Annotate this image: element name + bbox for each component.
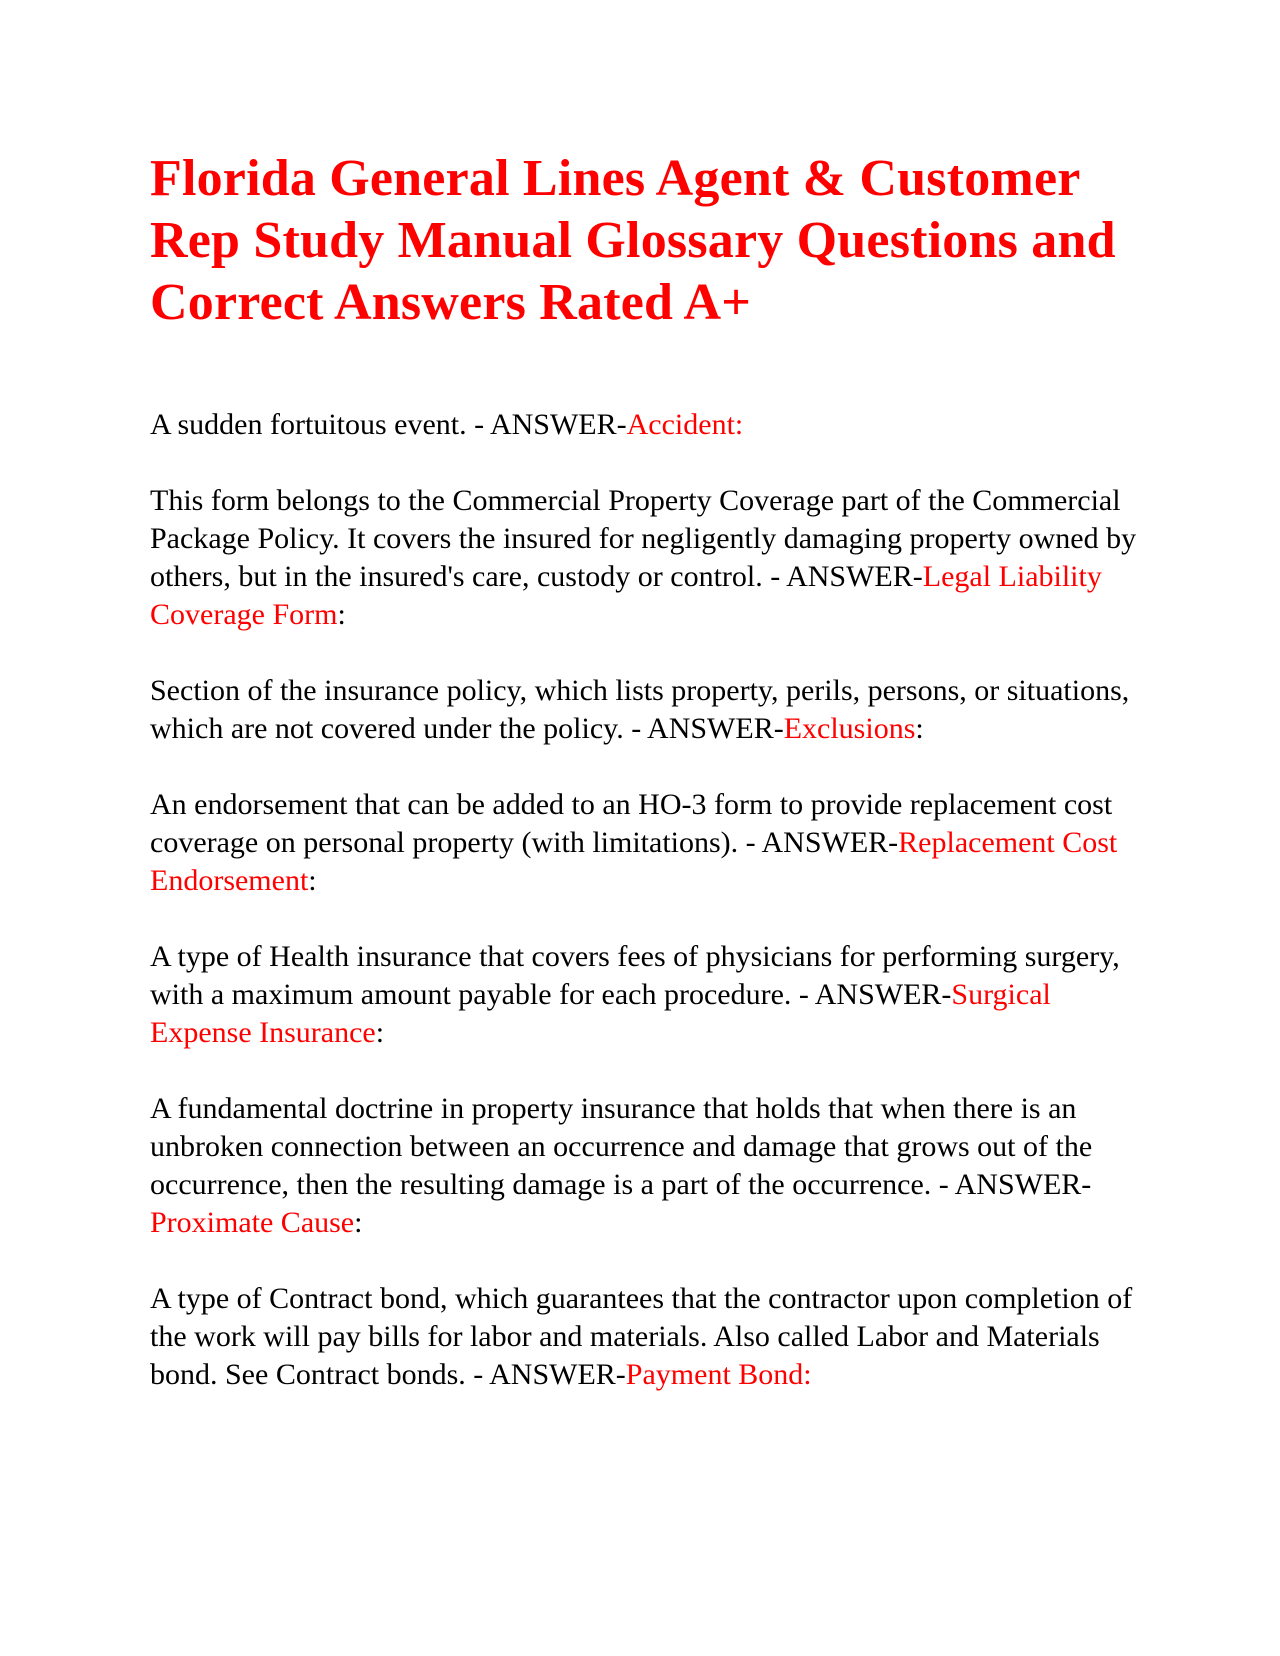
glossary-entry xyxy=(150,786,1150,900)
answer-prefix: ANSWER- xyxy=(814,978,952,1011)
entry-question: A type of Health insurance that covers fees of physicians for performing surgery, with a maximum amount payable for each procedure. - xyxy=(150,940,1120,1011)
entry-question: Section of the insurance policy, which lists property, perils, persons, or situations, which are not covered under the policy. - xyxy=(150,674,1130,745)
glossary-entry xyxy=(150,482,1150,634)
glossary-entries xyxy=(150,406,1150,1394)
answer-trailing-colon: : xyxy=(354,1206,363,1239)
answer-prefix: ANSWER- xyxy=(954,1168,1092,1201)
answer-trailing-colon: : xyxy=(915,712,924,745)
answer-trailing-colon: : xyxy=(308,864,317,897)
entry-question: A fundamental doctrine in property insurance that holds that when there is an unbroken connection between an occurrence and damage that grows out of the occurrence, then the resulting damage is a part of the occurrence. - xyxy=(150,1092,1093,1201)
answer-term: Surgical Expense Insurance xyxy=(150,978,1051,1049)
answer-trailing-colon: : xyxy=(375,1016,385,1049)
document-title: Florida General Lines Agent & Customer Rep Study Manual Glossary Questions and Correct Answers Rated A+ xyxy=(150,150,1116,331)
entry-question: An endorsement that can be added to an HO-3 form to provide replacement cost coverage on personal property (with limitations). - xyxy=(150,788,1113,859)
answer-term: Payment Bond: xyxy=(625,1358,812,1391)
document-page xyxy=(150,148,1150,1432)
answer-prefix: ANSWER- xyxy=(647,712,784,745)
answer-prefix: ANSWER- xyxy=(489,1358,626,1391)
answer-term: Replacement Cost Endorsement xyxy=(150,826,1118,897)
glossary-entry xyxy=(150,1090,1150,1242)
answer-prefix: ANSWER- xyxy=(489,408,627,441)
answer-term: Accident: xyxy=(626,408,744,441)
entry-question: A type of Contract bond, which guarantees that the contractor upon completion of the work will pay bills for labor and materials. Also called Labor and Materials bond. See Contract bonds. - xyxy=(150,1282,1133,1391)
glossary-entry xyxy=(150,938,1150,1052)
answer-trailing-colon: : xyxy=(337,598,346,631)
glossary-entry xyxy=(150,1280,1150,1394)
answer-term: Proximate Cause xyxy=(150,1206,355,1239)
entry-question: This form belongs to the Commercial Property Coverage part of the Commercial Package Policy. It covers the insured for negligently damaging property owned by others, but in the insured's care, custody or control. - xyxy=(150,484,1137,593)
glossary-entry xyxy=(150,672,1150,748)
glossary-entry xyxy=(150,406,1150,444)
entry-question: A sudden fortuitous event. - xyxy=(150,408,490,441)
answer-prefix: ANSWER- xyxy=(786,560,923,593)
answer-term: Legal Liability Coverage Form xyxy=(150,560,1102,631)
answer-term: Exclusions xyxy=(783,712,916,745)
answer-prefix: ANSWER- xyxy=(761,826,899,859)
